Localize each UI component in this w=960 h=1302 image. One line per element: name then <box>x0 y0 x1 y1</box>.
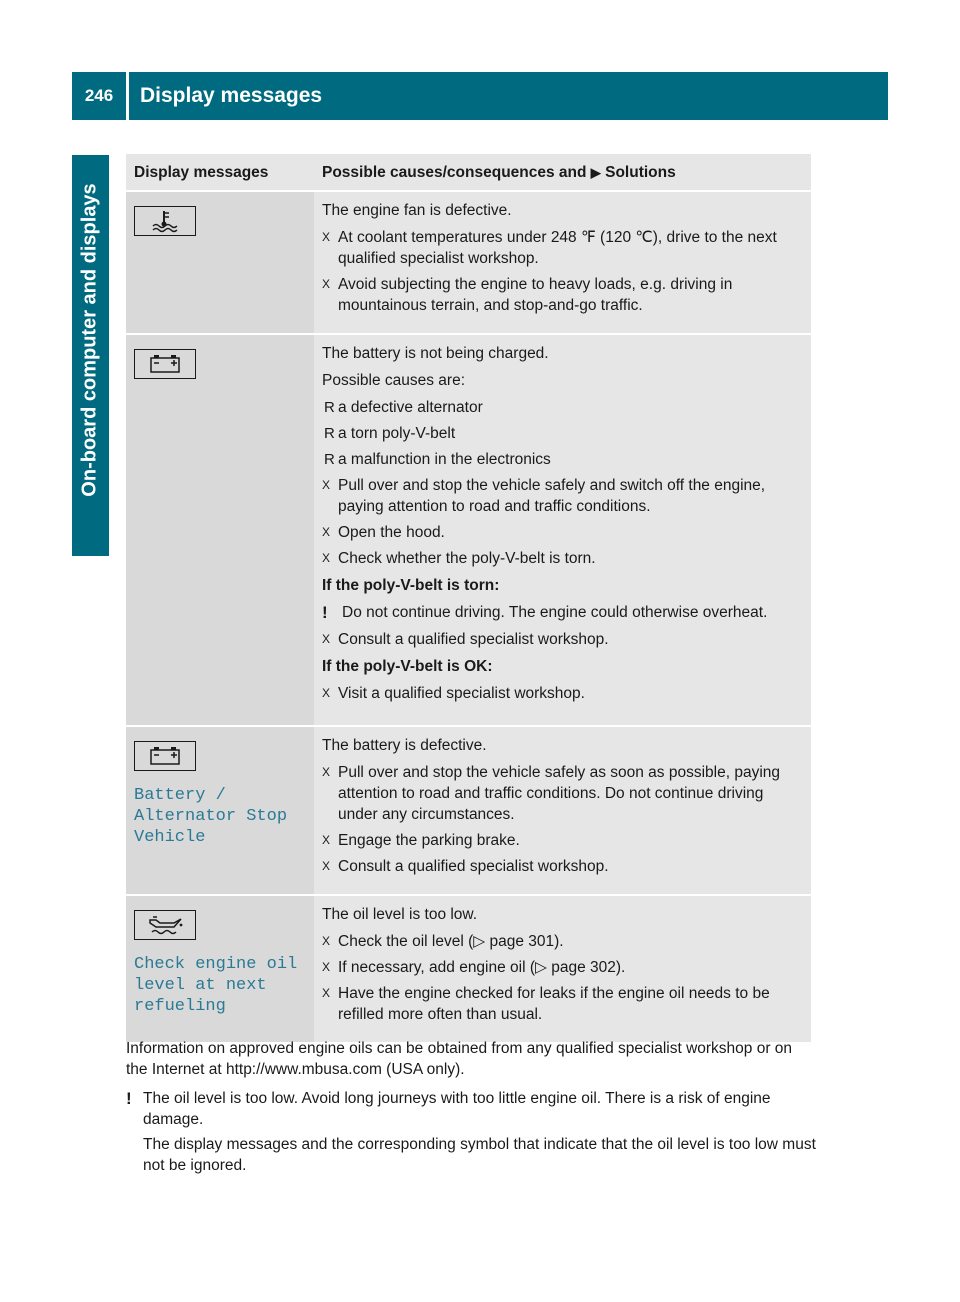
step-text: Pull over and stop the vehicle safely as soon as possible, paying attention to road and traffic conditions. Do not continue driving under any circumstances. <box>338 764 781 823</box>
step-marker: X <box>322 859 331 873</box>
row-intro: The battery is defective. <box>322 737 487 754</box>
warning-text: The oil level is too low. Avoid long journeys with too little engine oil. There is a risk of engine damage. <box>143 1090 771 1128</box>
cause-text: a defective alternator <box>338 399 483 416</box>
step-marker: X <box>322 986 331 1000</box>
step-marker: X <box>322 686 331 700</box>
table-row <box>126 190 811 333</box>
footer-notes <box>126 1038 816 1176</box>
step-text: Check whether the poly-V-belt is torn. <box>338 550 596 567</box>
step-marker: X <box>322 833 331 847</box>
bullet-marker: R <box>324 425 335 442</box>
ok-label: If the poly-V-belt is OK: <box>322 658 493 675</box>
step-text: Open the hood. <box>338 524 445 541</box>
row-intro: The battery is not being charged. <box>322 345 549 362</box>
step-marker: X <box>322 478 331 492</box>
step-text: Check the oil level (▷ page 301). <box>338 933 564 950</box>
table-row <box>126 894 811 1042</box>
bullet-marker: R <box>324 451 335 468</box>
step-marker: X <box>322 525 331 539</box>
torn-label: If the poly-V-belt is torn: <box>322 577 500 594</box>
table-row <box>126 725 811 894</box>
step-text: Consult a qualified specialist workshop. <box>338 631 609 648</box>
warning-text-continued: The display messages and the corresponding symbol that indicate that the oil level is too low must not be ignored. <box>143 1136 816 1174</box>
warning-marker: ! <box>126 1089 132 1108</box>
step-marker: X <box>322 230 331 244</box>
step-text: If necessary, add engine oil (▷ page 302). <box>338 959 626 976</box>
arrow-right-icon: ▶ <box>590 164 601 180</box>
row-intro: The engine fan is defective. <box>322 202 512 219</box>
step-text: Visit a qualified specialist workshop. <box>338 685 585 702</box>
step-text: Engage the parking brake. <box>338 832 520 849</box>
battery-icon <box>134 349 196 379</box>
step-marker: X <box>322 960 331 974</box>
coolant-temperature-icon <box>134 206 196 236</box>
table-row <box>126 333 811 725</box>
cause-text: a malfunction in the electronics <box>338 451 551 468</box>
display-text: Battery / Alternator Stop Vehicle <box>134 786 288 847</box>
causes-label: Possible causes are: <box>322 372 466 389</box>
step-marker: X <box>322 765 331 779</box>
page-title: Display messages <box>129 72 888 120</box>
step-marker: X <box>322 551 331 565</box>
step-marker: X <box>322 632 331 646</box>
step-text: Avoid subjecting the engine to heavy loads, e.g. driving in mountainous terrain, and stop-and-go traffic. <box>338 276 733 314</box>
battery-icon <box>134 741 196 771</box>
display-messages-table <box>126 154 811 1042</box>
step-marker: X <box>322 277 331 291</box>
step-text: Pull over and stop the vehicle safely and switch off the engine, paying attention to road and traffic conditions. <box>338 477 766 515</box>
row-intro: The oil level is too low. <box>322 906 478 923</box>
step-marker: X <box>322 934 331 948</box>
cause-text: a torn poly-V-belt <box>338 425 456 442</box>
display-text: Check engine oil level at next refueling <box>134 955 298 1016</box>
bullet-marker: R <box>324 399 335 416</box>
step-text: At coolant temperatures under 248 ℉ (120 ℃), drive to the next qualified specialist workshop. <box>338 229 777 267</box>
warning-marker: ! <box>322 603 328 622</box>
oil-info-paragraph: Information on approved engine oils can be obtained from any qualified specialist workshop or on the Internet at http://www.mbusa.com (USA only). <box>126 1040 793 1078</box>
step-text: Consult a qualified specialist workshop. <box>338 858 609 875</box>
oil-level-icon <box>134 910 196 940</box>
warning-text: Do not continue driving. The engine could otherwise overheat. <box>342 604 768 621</box>
col-header-display-messages: Display messages <box>126 154 314 190</box>
col-header-solutions: Possible causes/consequences and ▶ Solutions <box>314 154 811 190</box>
step-text: Have the engine checked for leaks if the engine oil needs to be refilled more often than usual. <box>338 985 770 1023</box>
side-tab-label: On-board computer and displays <box>78 183 101 497</box>
page-number: 246 <box>72 72 126 120</box>
